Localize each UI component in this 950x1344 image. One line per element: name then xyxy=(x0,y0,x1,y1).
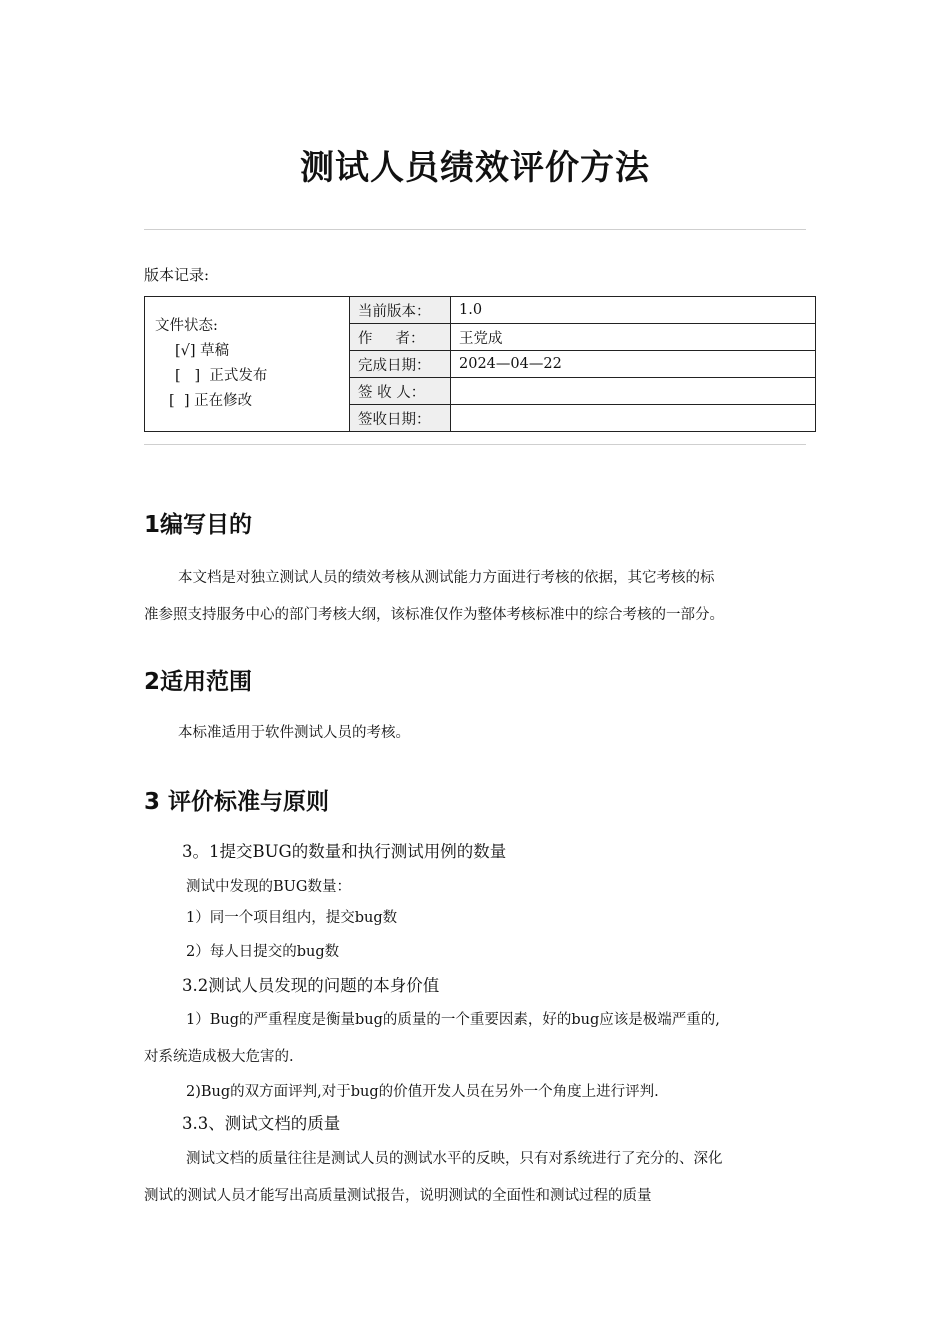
file-status-title: 文件状态: xyxy=(155,318,218,334)
section-3-heading: 3 评价标准与原则 xyxy=(144,789,330,815)
version-record-table xyxy=(144,296,816,432)
row-value-version: 1.0 xyxy=(451,297,816,324)
status-option-release: [ ] 正式发布 xyxy=(175,368,268,384)
row-value-date: 2024—04—22 xyxy=(451,351,816,378)
subsection-3-2-line-1: 1）Bug的严重程度是衡量bug的质量的一个重要因素，好的bug应该是极端严重的, xyxy=(186,1012,720,1028)
file-status-cell xyxy=(145,297,350,432)
subsection-3-1-line-2: 1）同一个项目组内，提交bug数 xyxy=(186,910,398,926)
divider-top xyxy=(144,229,806,230)
subsection-3-1-heading: 3。1提交BUG的数量和执行测试用例的数量 xyxy=(182,842,507,861)
divider-bottom xyxy=(144,444,806,445)
version-record-label: 版本记录: xyxy=(144,266,210,284)
subsection-3-2-heading: 3.2测试人员发现的问题的本身价值 xyxy=(182,976,440,995)
section-2-paragraph: 本标准适用于软件测试人员的考核。 xyxy=(178,725,410,741)
subsection-3-3-heading: 3.3、测试文档的质量 xyxy=(182,1114,341,1133)
section-1-paragraph-line-1: 本文档是对独立测试人员的绩效考核从测试能力方面进行考核的依据，其它考核的标 xyxy=(178,570,715,586)
row-value-sign-date xyxy=(451,405,816,432)
subsection-3-1-line-1: 测试中发现的BUG数量： xyxy=(186,879,351,895)
status-option-editing: [ ] 正在修改 xyxy=(169,393,253,409)
subsection-3-3-line-2: 测试的测试人员才能写出高质量测试报告，说明测试的全面性和测试过程的质量 xyxy=(144,1188,652,1204)
row-key-sign-date: 签收日期： xyxy=(350,405,451,432)
subsection-3-3-line-1: 测试文档的质量往往是测试人员的测试水平的反映，只有对系统进行了充分的、深化 xyxy=(186,1151,723,1167)
row-value-signer xyxy=(451,378,816,405)
section-2-heading: 2适用范围 xyxy=(144,669,253,695)
row-key-version: 当前版本： xyxy=(350,297,451,324)
section-1-heading: 1编写目的 xyxy=(144,512,253,538)
document-title: 测试人员绩效评价方法 xyxy=(300,148,650,188)
row-key-date: 完成日期： xyxy=(350,351,451,378)
status-option-draft: [√] 草稿 xyxy=(175,343,230,359)
section-1-paragraph-line-2: 准参照支持服务中心的部门考核大纲，该标准仅作为整体考核标准中的综合考核的一部分。 xyxy=(144,607,724,623)
subsection-3-2-line-3: 2)Bug的双方面评判,对于bug的价值开发人员在另外一个角度上进行评判. xyxy=(186,1084,659,1100)
subsection-3-2-line-2: 对系统造成极大危害的. xyxy=(144,1049,294,1065)
row-key-author: 作 者： xyxy=(350,324,451,351)
subsection-3-1-line-3: 2）每人日提交的bug数 xyxy=(186,944,340,960)
row-key-signer: 签 收 人： xyxy=(350,378,451,405)
row-value-author: 王党成 xyxy=(451,324,816,351)
